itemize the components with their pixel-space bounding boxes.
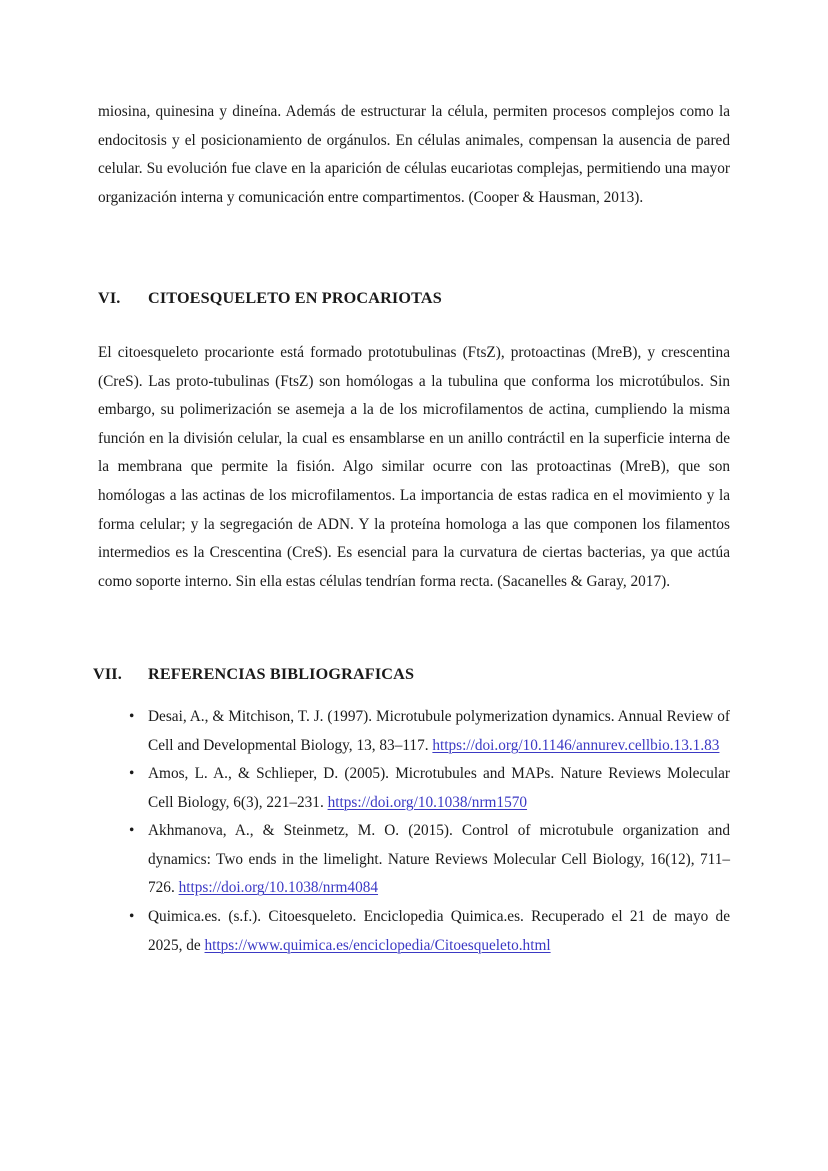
reference-item	[98, 817, 730, 903]
section-six-paragraph: El citoesqueleto procarionte está formado prototubulinas (FtsZ), protoactinas (MreB), y crescentina (CreS). Las proto-tubulinas (FtsZ) son homólogas a la tubulina que conforma los microtúbulos. Sin embargo, su polimerización se asemeja a la de los microfilamentos de actina, cumpliendo la misma función en la división celular, la cual es ensamblarse en un anillo contráctil en la superficie interna de la membrana que permite la fisión. Algo similar ocurre con las protoactinas (MreB), que son homólogas a las actinas de los microfilamentos. La importancia de estas radica en el movimiento y la forma celular; y la segregación de ADN. Y la proteína homologa a las que componen los filamentos intermedios es la Crescentina (CreS). Es esencial para la curvatura de ciertas bacterias, ya que actúa como soporte interno. Sin ella estas células tendrían forma recta. (Sacanelles & Garay, 2017).	[98, 343, 730, 590]
spacer-after-section-seven-heading	[98, 689, 730, 703]
bullet-icon: •	[129, 822, 135, 840]
reference-citation: Quimica.es. (s.f.). Citoesqueleto. Enciclopedia Quimica.es. Recuperado el 21 de mayo de 2025, de	[148, 908, 730, 954]
page-content	[93, 98, 730, 960]
reference-citation: Desai, A., & Mitchison, T. J. (1997). Microtubule polymerization dynamics. Annual Review of Cell and Developmental Biology, 13, 83–117.	[148, 707, 730, 754]
bullet-icon: •	[129, 765, 135, 783]
reference-item	[98, 703, 730, 760]
bullet-icon: •	[129, 707, 135, 725]
section-title-seven: REFERENCIAS BIBLIOGRAFICAS	[148, 665, 415, 684]
spacer-before-section-six	[98, 212, 730, 284]
reference-citation: Amos, L. A., & Schlieper, D. (2005). Microtubules and MAPs. Nature Reviews Molecular Cell Biology, 6(3), 221–231.	[148, 765, 730, 811]
section-heading-six	[98, 284, 730, 313]
bullet-icon: •	[129, 908, 135, 926]
reference-item	[98, 760, 730, 817]
reference-citation: Akhmanova, A., & Steinmetz, M. O. (2015). Control of microtubule organization and dynamics: Two ends in the limelight. Nature Reviews Molecular Cell Biology, 16(12), 711–726.	[148, 822, 730, 897]
reference-link[interactable]: https://www.quimica.es/enciclopedia/Citoesqueleto.html	[204, 936, 551, 954]
section-number-seven: VII.	[93, 665, 122, 684]
continued-paragraph: miosina, quinesina y dineína. Además de estructurar la célula, permiten procesos complejos como la endocitosis y el posicionamiento de orgánulos. En células animales, compensan la ausencia de pared celular. Su evolución fue clave en la aparición de células eucariotas complejas, permitiendo una mayor organización interna y comunicación entre compartimentos. (Cooper & Hausman, 2013).	[98, 103, 730, 206]
section-number-six: VI.	[98, 289, 121, 308]
references-list	[98, 703, 730, 960]
reference-link[interactable]: https://doi.org/10.1038/nrm1570	[327, 793, 528, 811]
reference-item	[98, 903, 730, 960]
spacer-after-section-six-heading	[98, 313, 730, 339]
section-title-six: CITOESQUELETO EN PROCARIOTAS	[148, 289, 442, 308]
spacer-before-section-seven	[98, 596, 730, 660]
reference-link[interactable]: https://doi.org/10.1146/annurev.cellbio.13.1.83	[432, 736, 720, 754]
section-heading-seven	[93, 660, 730, 689]
reference-link[interactable]: https://doi.org/10.1038/nrm4084	[178, 879, 379, 897]
